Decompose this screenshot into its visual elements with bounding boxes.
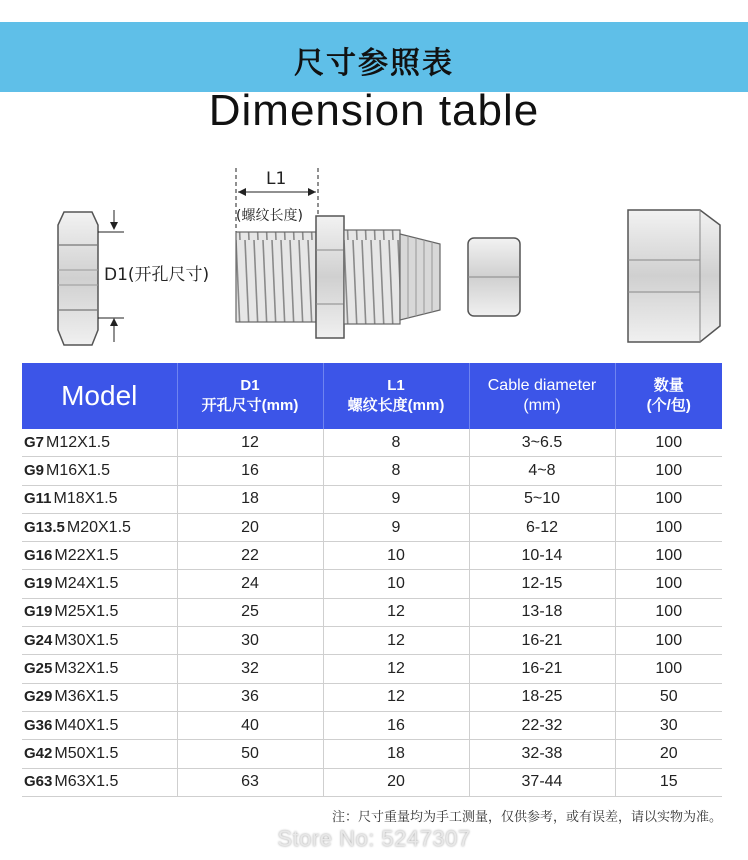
table-row — [22, 457, 722, 485]
l1-cell: 12 — [323, 655, 469, 683]
model-g-code: G11 — [24, 490, 52, 508]
model-g-code: G36 — [24, 716, 53, 734]
d1-cell: 50 — [177, 740, 323, 768]
d1-cell: 20 — [177, 513, 323, 541]
header-qty-line2: (个/包) — [646, 397, 691, 414]
quantity-cell: 100 — [615, 513, 722, 541]
cable-diameter-cell: 10-14 — [469, 542, 615, 570]
model-cell — [22, 768, 177, 796]
table-row — [22, 513, 722, 541]
l1-cell: 18 — [323, 740, 469, 768]
model-cell — [22, 740, 177, 768]
cable-diameter-cell: 13-18 — [469, 598, 615, 626]
cable-diameter-cell: 37-44 — [469, 768, 615, 796]
model-cell — [22, 513, 177, 541]
quantity-cell: 100 — [615, 627, 722, 655]
cable-diameter-cell: 12-15 — [469, 570, 615, 598]
cable-diameter-cell: 22-32 — [469, 711, 615, 739]
header-l1-line2: 螺纹长度(mm) — [347, 397, 445, 414]
l1-cell: 20 — [323, 768, 469, 796]
table-row — [22, 768, 722, 796]
header-qty-line1: 数量 — [653, 377, 684, 394]
model-cell — [22, 429, 177, 457]
table-row — [22, 542, 722, 570]
model-cell — [22, 711, 177, 739]
d1-cell: 63 — [177, 768, 323, 796]
cable-diameter-cell: 6-12 — [469, 513, 615, 541]
header-l1 — [323, 363, 469, 429]
header-cable — [469, 363, 615, 429]
header-d1 — [177, 363, 323, 429]
table-row — [22, 740, 722, 768]
model-cell — [22, 542, 177, 570]
model-g-code: G42 — [24, 744, 53, 762]
model-cell — [22, 457, 177, 485]
model-g-code: G16 — [24, 546, 53, 564]
l1-cell: 10 — [323, 570, 469, 598]
l1-cell: 8 — [323, 429, 469, 457]
quantity-cell: 100 — [615, 485, 722, 513]
model-thread: M40X1.5 — [54, 716, 119, 734]
d1-cell: 30 — [177, 627, 323, 655]
model-thread: M63X1.5 — [54, 773, 119, 791]
table-row — [22, 429, 722, 457]
l1-label: L1 — [266, 169, 287, 189]
cable-diameter-cell: 3~6.5 — [469, 429, 615, 457]
table-row — [22, 683, 722, 711]
d1-cell: 24 — [177, 570, 323, 598]
l1-cell: 12 — [323, 683, 469, 711]
table-row — [22, 711, 722, 739]
l1-cell: 12 — [323, 627, 469, 655]
page-title-cn: 尺寸参照表 — [294, 46, 454, 81]
dimension-table — [22, 363, 722, 797]
model-cell — [22, 485, 177, 513]
store-number: Store No: 5247307 — [277, 826, 471, 851]
model-cell — [22, 627, 177, 655]
footnote: 注：尺寸重量均为手工测量，仅供参考，或有误差，请以实物为准。 — [331, 810, 722, 825]
cable-diameter-cell: 16-21 — [469, 655, 615, 683]
table-row — [22, 655, 722, 683]
l1-cell: 8 — [323, 457, 469, 485]
model-g-code: G19 — [24, 575, 53, 593]
header-model: Model — [22, 363, 177, 429]
d1-cell: 12 — [177, 429, 323, 457]
model-thread: M18X1.5 — [53, 490, 118, 508]
header-cable-line2: (mm) — [523, 397, 561, 414]
l1-cell: 12 — [323, 598, 469, 626]
model-thread: M12X1.5 — [46, 433, 111, 451]
l1-cell: 9 — [323, 513, 469, 541]
model-thread: M30X1.5 — [54, 631, 119, 649]
model-g-code: G63 — [24, 773, 53, 791]
model-thread: M22X1.5 — [54, 546, 119, 564]
model-thread: M32X1.5 — [54, 660, 119, 678]
model-thread: M36X1.5 — [54, 688, 119, 706]
d1-cell: 22 — [177, 542, 323, 570]
quantity-cell: 100 — [615, 429, 722, 457]
quantity-cell: 100 — [615, 598, 722, 626]
l1-cell: 10 — [323, 542, 469, 570]
model-g-code: G25 — [24, 660, 53, 678]
cable-diameter-cell: 18-25 — [469, 683, 615, 711]
model-thread: M50X1.5 — [54, 744, 119, 762]
table-row — [22, 570, 722, 598]
table-row — [22, 598, 722, 626]
quantity-cell: 100 — [615, 570, 722, 598]
model-g-code: G24 — [24, 631, 53, 649]
model-cell — [22, 683, 177, 711]
model-cell — [22, 598, 177, 626]
l1-cell: 16 — [323, 711, 469, 739]
header-l1-line1: L1 — [387, 377, 405, 394]
header-d1-line2: 开孔尺寸(mm) — [201, 397, 299, 414]
model-g-code: G13.5 — [24, 518, 65, 536]
d1-label: D1(开孔尺寸) — [104, 265, 210, 285]
cable-diameter-cell: 16-21 — [469, 627, 615, 655]
table-row — [22, 627, 722, 655]
model-g-code: G19 — [24, 603, 53, 621]
model-thread: M25X1.5 — [54, 603, 119, 621]
model-g-code: G7 — [24, 433, 45, 451]
l1-desc: (螺纹长度) — [236, 208, 303, 224]
cap-nut — [628, 210, 720, 342]
d1-cell: 25 — [177, 598, 323, 626]
seal-insert — [468, 238, 520, 316]
model-g-code: G29 — [24, 688, 53, 706]
quantity-cell: 50 — [615, 683, 722, 711]
quantity-cell: 30 — [615, 711, 722, 739]
model-cell — [22, 655, 177, 683]
quantity-cell: 20 — [615, 740, 722, 768]
quantity-cell: 100 — [615, 655, 722, 683]
d1-cell: 32 — [177, 655, 323, 683]
d1-cell: 40 — [177, 711, 323, 739]
cable-gland-diagram — [0, 150, 748, 360]
header-qty — [615, 363, 722, 429]
header-cable-line1: Cable diameter — [487, 377, 597, 394]
model-cell — [22, 570, 177, 598]
quantity-cell: 100 — [615, 542, 722, 570]
header-d1-line1: D1 — [240, 377, 260, 394]
d1-cell: 36 — [177, 683, 323, 711]
gland-body — [236, 216, 440, 338]
model-thread: M24X1.5 — [54, 575, 119, 593]
table-row — [22, 485, 722, 513]
quantity-cell: 15 — [615, 768, 722, 796]
model-thread: M16X1.5 — [46, 461, 111, 479]
quantity-cell: 100 — [615, 457, 722, 485]
model-thread: M20X1.5 — [66, 518, 131, 536]
model-g-code: G9 — [24, 461, 45, 479]
cable-diameter-cell: 4~8 — [469, 457, 615, 485]
l1-cell: 9 — [323, 485, 469, 513]
d1-cell: 18 — [177, 485, 323, 513]
cable-diameter-cell: 32-38 — [469, 740, 615, 768]
table-header-row — [22, 363, 722, 429]
d1-cell: 16 — [177, 457, 323, 485]
cable-diameter-cell: 5~10 — [469, 485, 615, 513]
page-title-en: Dimension table — [208, 86, 540, 135]
